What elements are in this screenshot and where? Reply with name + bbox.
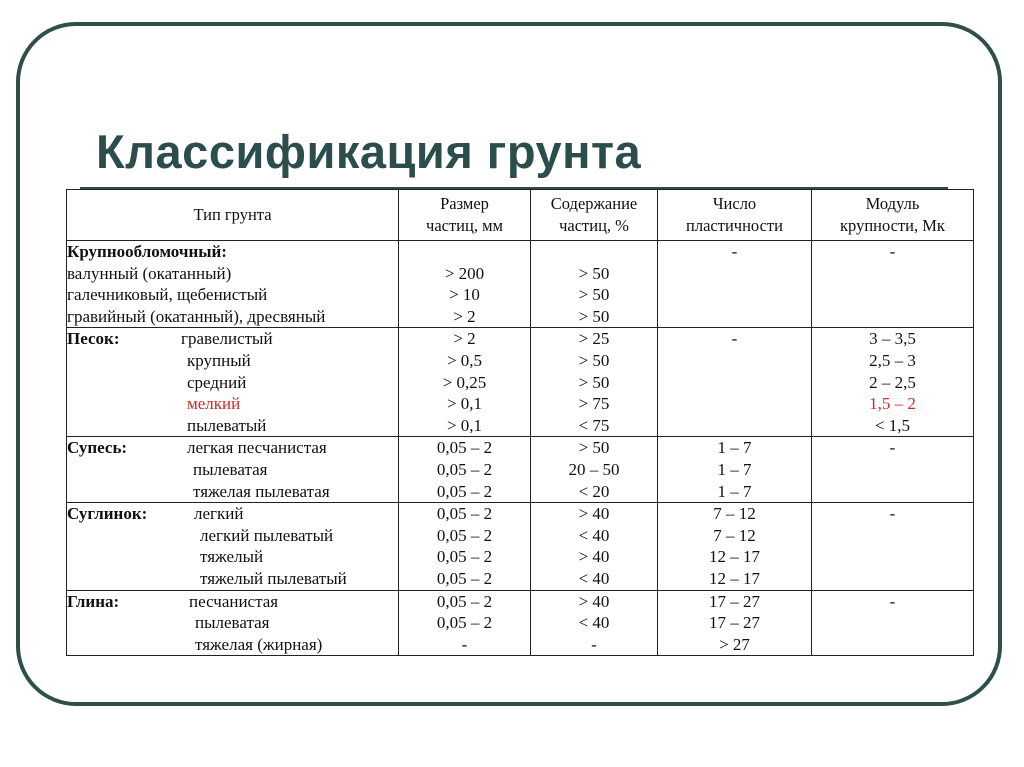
group-row-sand [67,328,974,437]
subtype-label: валунный (окатанный) [67,263,232,283]
soil-type-cell [67,437,399,503]
plasticity-cell [658,328,812,437]
subtype-label: легкий [194,504,244,524]
modulus-cell-value: < 1,5 [874,415,911,435]
particle-size-cell-value: 0,05 – 2 [436,568,493,588]
particle-content-cell-value: > 25 [578,329,610,349]
particle-content-cell-value: < 40 [578,613,610,633]
particle-size-cell [399,590,531,656]
header-row [67,190,974,241]
header-type: Тип грунта [67,190,399,241]
particle-content-cell-value: > 50 [578,372,610,392]
modulus-cell [812,503,974,590]
particle-size-cell-value: 0,05 – 2 [436,504,493,524]
modulus-cell-value: 1,5 – 2 [869,394,916,414]
particle-content-cell-value: < 75 [578,415,610,435]
particle-size-cell-value: 0,05 – 2 [436,481,493,501]
modulus-cell-value: 3 – 3,5 [869,329,916,349]
plasticity-cell-value: 1 – 7 [717,481,752,501]
particle-size-cell [399,503,531,590]
header-size: Размер частиц, мм [399,190,531,241]
subtype-label: гравелистый [181,329,273,349]
subtype-label: мелкий [187,394,241,414]
particle-size-cell-value: > 2 [453,329,476,349]
plasticity-cell-value: 7 – 12 [713,525,756,545]
particle-size-cell-value: > 0,1 [446,415,483,435]
particle-content-cell-value: > 40 [578,547,610,567]
category-label: Песок: [67,329,120,349]
particle-content-cell-value: 20 – 50 [568,459,620,479]
particle-content-cell-value: > 75 [578,394,610,414]
plasticity-cell-value: 7 – 12 [713,504,756,524]
particle-size-cell [399,241,531,328]
subtype-label: песчанистая [189,591,279,611]
particle-content-cell-value: > 50 [578,438,610,458]
particle-content-cell-value: > 40 [578,591,610,611]
modulus-cell-value: - [889,242,896,261]
particle-size-cell-value: > 0,25 [442,372,487,392]
particle-content-cell [531,328,658,437]
plasticity-cell-value: 1 – 7 [717,459,752,479]
category-label: Суглинок: [67,504,148,524]
category-label: Глина: [67,591,120,611]
header-modulus: Модуль крупности, Мк [812,190,974,241]
header-plasticity: Число пластичности [658,190,812,241]
plasticity-cell-value: 12 – 17 [709,568,760,588]
particle-size-cell-value: > 0,1 [446,394,483,414]
plasticity-cell [658,590,812,656]
particle-size-cell-value: 0,05 – 2 [436,591,493,611]
particle-size-cell-value: 0,05 – 2 [436,613,493,633]
subtype-label: тяжелая (жирная) [195,634,323,654]
subtype-label: легкий пылеватый [200,525,334,545]
plasticity-cell-value: 12 – 17 [709,547,760,567]
modulus-cell-value: - [889,438,896,458]
modulus-cell [812,590,974,656]
particle-size-cell-value: 0,05 – 2 [436,525,493,545]
particle-content-cell-value: < 20 [578,481,610,501]
particle-size-cell-value: 0,05 – 2 [436,438,493,458]
plasticity-cell [658,241,812,328]
particle-content-cell [531,437,658,503]
plasticity-cell-value: - [731,242,738,261]
particle-size-cell-value: 0,05 – 2 [436,459,493,479]
soil-classification-table [66,189,974,656]
plasticity-cell [658,437,812,503]
modulus-cell [812,241,974,328]
soil-type-cell [67,328,399,437]
particle-size-cell-value: - [461,634,468,654]
subtype-label: пылеватая [195,613,270,633]
particle-content-cell [531,503,658,590]
modulus-cell [812,328,974,437]
particle-size-cell [399,328,531,437]
subtype-label: средний [187,372,247,392]
subtype-label: гравийный (окатанный), дресвяный [67,306,326,326]
plasticity-cell-value: 1 – 7 [717,438,752,458]
particle-content-cell [531,241,658,328]
particle-content-cell-value: - [591,634,597,654]
particle-content-cell-value: < 40 [578,568,610,588]
soil-type-cell [67,590,399,656]
group-row-loam [67,503,974,590]
category-label: Крупнообломочный: [67,242,227,261]
subtype-label: тяжелый [200,547,264,567]
particle-content-cell-value: > 50 [578,306,610,326]
soil-type-cell [67,241,399,328]
plasticity-cell-value: 17 – 27 [709,591,760,611]
modulus-cell-value: - [889,591,896,611]
plasticity-cell [658,503,812,590]
particle-content-cell-value: > 40 [578,504,610,524]
particle-size-cell-value: > 200 [444,263,485,283]
subtype-label: легкая песчанистая [187,438,327,458]
category-label: Супесь: [67,438,128,458]
particle-size-cell [399,437,531,503]
particle-size-cell-value: 0,05 – 2 [436,547,493,567]
subtype-label: галечниковый, щебенистый [67,285,268,305]
particle-size-cell-value: > 2 [453,306,476,326]
slide-title: Классификация грунта [96,125,642,178]
subtype-label: тяжелая пылеватая [193,481,330,501]
group-row-sandy-loam [67,437,974,503]
particle-size-cell-value: > 0,5 [446,350,483,370]
particle-content-cell-value: > 50 [578,285,610,305]
modulus-cell-value: 2 – 2,5 [869,372,916,392]
particle-size-cell-value: > 10 [449,285,480,305]
plasticity-cell-value: 17 – 27 [709,613,760,633]
modulus-cell-value: 2,5 – 3 [869,350,916,370]
subtype-label: крупный [187,350,251,370]
group-row-coarse [67,241,974,328]
group-row-clay [67,590,974,656]
particle-content-cell-value: < 40 [578,525,610,545]
soil-type-cell [67,503,399,590]
plasticity-cell-value: - [731,329,738,349]
particle-content-cell-value: > 50 [578,350,610,370]
header-content: Содержание частиц, % [531,190,658,241]
particle-content-cell [531,590,658,656]
subtype-label: пылеватая [193,459,268,479]
subtype-label: пылеватый [187,415,267,435]
particle-content-cell-value: > 50 [578,263,610,283]
modulus-cell [812,437,974,503]
plasticity-cell-value: > 27 [719,634,750,654]
modulus-cell-value: - [889,504,896,524]
subtype-label: тяжелый пылеватый [200,568,347,588]
